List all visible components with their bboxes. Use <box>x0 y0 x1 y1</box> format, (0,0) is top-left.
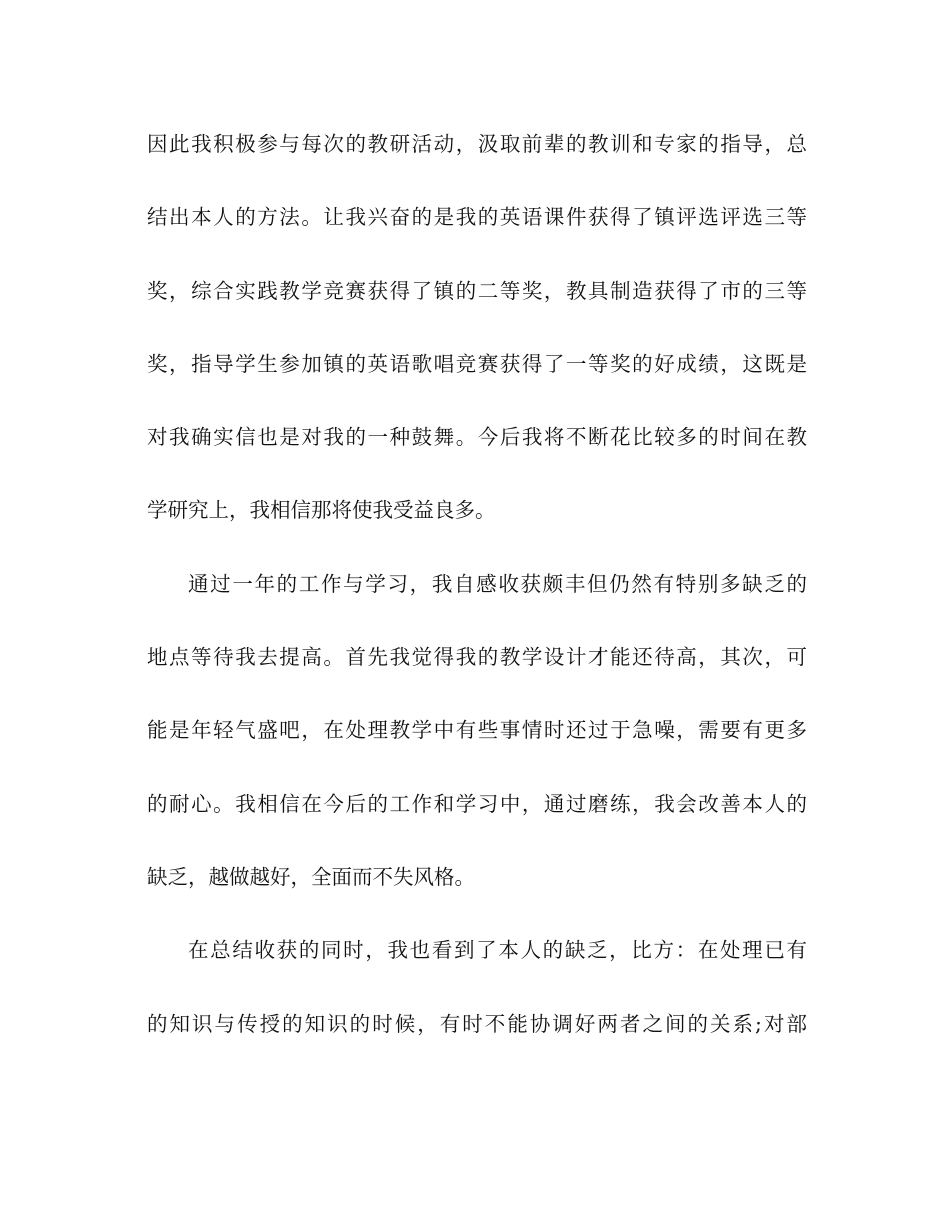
text-line: 因此我积极参与每次的教研活动，汲取前辈的教训和专家的指导，总 <box>147 132 807 156</box>
text-line: 缺乏，越做越好，全面而不失风格。 <box>147 864 475 889</box>
text-line: 地点等待我去提高。首先我觉得我的教学设计才能还待高，其次，可 <box>147 645 807 670</box>
text-line: 奖，指导学生参加镇的英语歌唱竞赛获得了一等奖的好成绩，这既是 <box>147 351 807 376</box>
body-text <box>147 124 807 1077</box>
text-line: 能是年轻气盛吧，在处理教学中有些事情时还过于急噪，需要有更多 <box>147 718 807 743</box>
text-line: 学研究上，我相信那将使我受益良多。 <box>147 498 496 523</box>
text-line: 对我确实信也是对我的一种鼓舞。今后我将不断花比较多的时间在教 <box>147 425 807 450</box>
text-line: 在总结收获的同时，我也看到了本人的缺乏，比方：在处理已有 <box>188 938 807 963</box>
text-line: 通过一年的工作与学习，我自感收获颇丰但仍然有特别多缺乏的 <box>188 571 807 596</box>
text-line: 的知识与传授的知识的时候，有时不能协调好两者之间的关系;对部 <box>147 1011 807 1036</box>
text-line: 奖，综合实践教学竞赛获得了镇的二等奖，教具制造获得了市的三等 <box>147 278 807 303</box>
text-line: 的耐心。我相信在今后的工作和学习中，通过磨练，我会改善本人的 <box>147 791 807 816</box>
text-line: 结出本人的方法。让我兴奋的是我的英语课件获得了镇评选评选三等 <box>147 205 807 230</box>
